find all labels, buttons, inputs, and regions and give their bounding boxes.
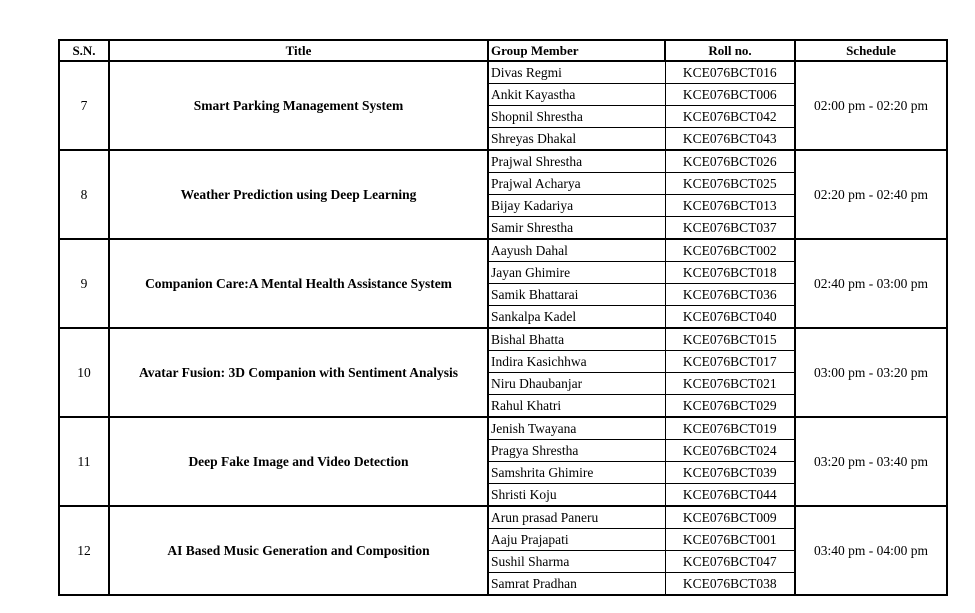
group-member-name: Bishal Bhatta [488,328,665,351]
roll-number: KCE076BCT017 [665,351,795,373]
header-sn: S.N. [59,40,109,61]
group-member-name: Indira Kasichhwa [488,351,665,373]
project-title: Deep Fake Image and Video Detection [109,417,488,506]
project-schedule: 02:40 pm - 03:00 pm [795,239,947,328]
project-sn: 8 [59,150,109,239]
header-roll: Roll no. [665,40,795,61]
group-member-name: Rahul Khatri [488,395,665,418]
group-member-name: Niru Dhaubanjar [488,373,665,395]
roll-number: KCE076BCT019 [665,417,795,440]
group-member-name: Aaju Prajapati [488,529,665,551]
group-member-name: Ankit Kayastha [488,84,665,106]
group-member-name: Shristi Koju [488,484,665,507]
project-sn: 12 [59,506,109,595]
project-title: Smart Parking Management System [109,61,488,150]
header-title: Title [109,40,488,61]
roll-number: KCE076BCT029 [665,395,795,418]
roll-number: KCE076BCT039 [665,462,795,484]
project-title: Avatar Fusion: 3D Companion with Sentiment Analysis [109,328,488,417]
project-schedule: 03:40 pm - 04:00 pm [795,506,947,595]
roll-number: KCE076BCT038 [665,573,795,596]
project-schedule: 03:00 pm - 03:20 pm [795,328,947,417]
roll-number: KCE076BCT042 [665,106,795,128]
group-member-name: Sankalpa Kadel [488,306,665,329]
table-row [59,61,947,84]
group-member-name: Sushil Sharma [488,551,665,573]
roll-number: KCE076BCT047 [665,551,795,573]
group-member-name: Jayan Ghimire [488,262,665,284]
group-member-name: Samshrita Ghimire [488,462,665,484]
group-member-name: Samir Shrestha [488,217,665,240]
project-sn: 7 [59,61,109,150]
project-schedule: 03:20 pm - 03:40 pm [795,417,947,506]
roll-number: KCE076BCT009 [665,506,795,529]
project-schedule: 02:00 pm - 02:20 pm [795,61,947,150]
table-row [59,417,947,440]
roll-number: KCE076BCT013 [665,195,795,217]
group-member-name: Prajwal Shrestha [488,150,665,173]
header-schedule: Schedule [795,40,947,61]
group-member-name: Aayush Dahal [488,239,665,262]
roll-number: KCE076BCT037 [665,217,795,240]
group-member-name: Jenish Twayana [488,417,665,440]
project-sn: 11 [59,417,109,506]
group-member-name: Prajwal Acharya [488,173,665,195]
roll-number: KCE076BCT024 [665,440,795,462]
table-row [59,150,947,173]
group-member-name: Divas Regmi [488,61,665,84]
table-row [59,328,947,351]
group-member-name: Arun prasad Paneru [488,506,665,529]
group-member-name: Shreyas Dhakal [488,128,665,151]
header-row [59,40,947,61]
group-member-name: Shopnil Shrestha [488,106,665,128]
roll-number: KCE076BCT002 [665,239,795,262]
table-row [59,506,947,529]
roll-number: KCE076BCT001 [665,529,795,551]
roll-number: KCE076BCT043 [665,128,795,151]
project-sn: 9 [59,239,109,328]
group-member-name: Pragya Shrestha [488,440,665,462]
project-title: Weather Prediction using Deep Learning [109,150,488,239]
roll-number: KCE076BCT006 [665,84,795,106]
roll-number: KCE076BCT025 [665,173,795,195]
roll-number: KCE076BCT044 [665,484,795,507]
table-row [59,239,947,262]
roll-number: KCE076BCT016 [665,61,795,84]
roll-number: KCE076BCT026 [665,150,795,173]
group-member-name: Samrat Pradhan [488,573,665,596]
project-title: Companion Care:A Mental Health Assistance System [109,239,488,328]
group-member-name: Samik Bhattarai [488,284,665,306]
roll-number: KCE076BCT036 [665,284,795,306]
project-schedule: 02:20 pm - 02:40 pm [795,150,947,239]
roll-number: KCE076BCT015 [665,328,795,351]
roll-number: KCE076BCT040 [665,306,795,329]
header-member: Group Member [488,40,665,61]
project-title: AI Based Music Generation and Composition [109,506,488,595]
table-body [59,61,947,595]
project-sn: 10 [59,328,109,417]
roll-number: KCE076BCT021 [665,373,795,395]
schedule-sheet [58,39,948,596]
group-member-name: Bijay Kadariya [488,195,665,217]
roll-number: KCE076BCT018 [665,262,795,284]
schedule-table [58,39,948,596]
